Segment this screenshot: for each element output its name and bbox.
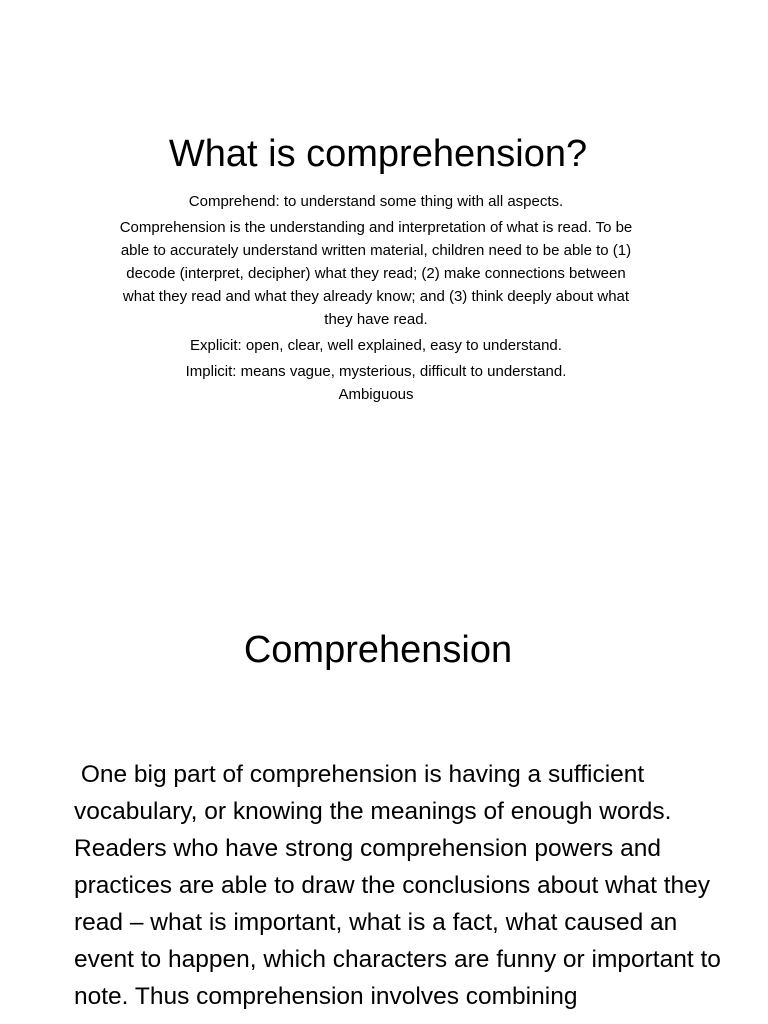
implicit-text: Implicit: means vague, mysterious, difficult to understand. — [185, 363, 567, 380]
explanation-text: Comprehension is the understanding and interpretation of what is read. To be able to accurately understand written material, children need to be able to (1) decode (interpret, decipher) what they read; (2) make connections between what they read and what they already know; and (3) think deeply about what they have read. — [119, 219, 633, 328]
slide-body — [112, 190, 640, 406]
slide-title: Comprehension — [243, 629, 513, 671]
slide-title: What is comprehension? — [168, 133, 588, 175]
slide-comprehension — [0, 576, 768, 1024]
ambiguous-text: Ambiguous — [338, 386, 414, 403]
explicit-text: Explicit: open, clear, well explained, easy to understand. — [190, 337, 562, 354]
definition-text: Comprehend: to understand some thing with all aspects. — [188, 193, 564, 210]
slide-paragraph: One big part of comprehension is having a sufficient vocabulary, or knowing the meanings of enough words. Readers who have strong comprehension powers and practices are able to draw the conclusions about what they read – what is important, what is a fact, what caused an event to happen, which characters are funny or important to note. Thus comprehension involves combining — [74, 761, 728, 1010]
